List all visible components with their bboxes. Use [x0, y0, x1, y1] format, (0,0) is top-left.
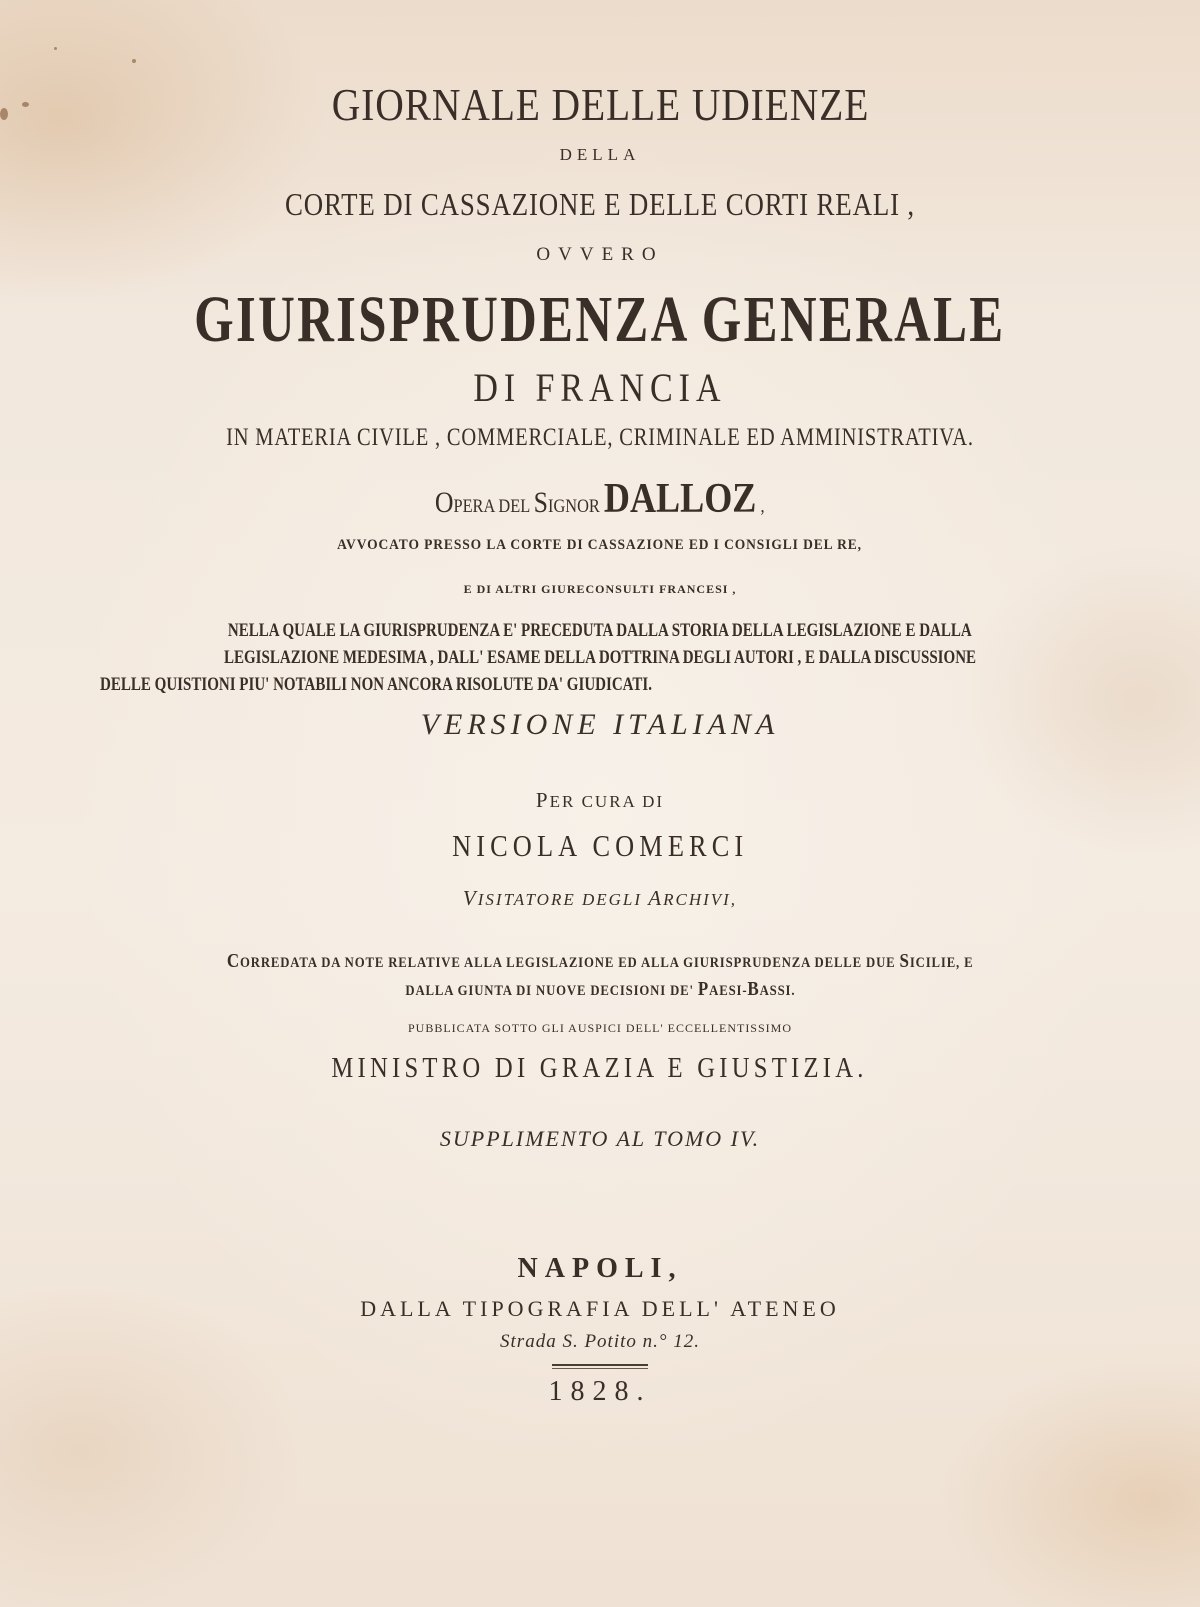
editor-name: NICOLA COMERCI — [451, 828, 749, 863]
connector-della: DELLA — [559, 145, 641, 164]
other-jurists: E DI ALTRI GIURECONSULTI FRANCESI , — [463, 582, 737, 596]
subtitle-corte-text: CORTE DI CASSAZIONE E DELLE CORTI REALI , — [284, 186, 915, 222]
main-title — [0, 282, 1200, 358]
annotations-note-line-1: CORREDATA DA NOTE RELATIVE ALLA LEGISLAZIONE ED ALLA GIURISPRUDENZA DELLE DUE SICILIE, E — [226, 950, 974, 972]
edited-by-label: PER CURA DI — [535, 788, 665, 812]
description-line-1: NELLA QUALE LA GIURISPRUDENZA E' PRECEDUTA DALLA STORIA DELLA LEGISLAZIONE E DALLA — [228, 620, 972, 641]
published-under: PUBBLICATA SOTTO GLI AUSPICI DELL' ECCELLENTISSIMO — [408, 1021, 792, 1035]
author-name: DALLOZ — [604, 476, 757, 522]
foxing-spot — [132, 59, 136, 63]
version-heading: VERSIONE ITALIANA — [420, 708, 780, 741]
imprint-printer: DALLA TIPOGRAFIA DELL' ATENEO — [360, 1296, 840, 1321]
subject-matter-text: IN MATERIA CIVILE , COMMERCIALE, CRIMINALE ED AMMINISTRATIVA. — [226, 424, 974, 451]
author-credentials: AVVOCATO PRESSO LA CORTE DI CASSAZIONE ED I CONSIGLI DEL RE, — [337, 537, 863, 553]
connector-ovvero: OVVERO — [536, 244, 664, 265]
main-title-di-francia — [0, 364, 1200, 411]
volume-designation: SUPPLIMENTO AL TOMO IV. — [439, 1126, 761, 1151]
imprint-city: NAPOLI, — [517, 1253, 683, 1284]
description-line-2: LEGISLAZIONE MEDESIMA , DALL' ESAME DELLA DOTTRINA DEGLI AUTORI , E DALLA DISCUSSIONE — [223, 647, 977, 668]
description-line-3: DELLE QUISTIONI PIU' NOTABILI NON ANCORA RISOLUTE DA' GIUDICATI. — [100, 674, 653, 695]
editor-role: VISITATORE DEGLI ARCHIVI, — [462, 886, 738, 910]
subtitle-corte — [0, 186, 1200, 223]
decorative-rule — [552, 1364, 648, 1366]
foxing-spot — [54, 47, 57, 50]
author-line: OPERA DEL SIGNOR DALLOZ , — [435, 476, 765, 522]
title-line-1-text: GIORNALE DELLE UDIENZE — [331, 79, 869, 130]
main-title-text: GIURISPRUDENZA GENERALE — [194, 283, 1006, 356]
imprint-address: Strada S. Potito n.° 12. — [500, 1331, 700, 1352]
annotations-note-line-2: DALLA GIUNTA DI NUOVE DECISIONI DE' PAESI-BASSI. — [405, 978, 795, 1000]
patron-ministry: MINISTRO DI GRAZIA E GIUSTIZIA. — [331, 1052, 869, 1084]
subject-matter — [0, 424, 1200, 452]
imprint-year: 1828. — [548, 1376, 652, 1407]
title-line-1 — [0, 78, 1200, 131]
di-francia-text: DI FRANCIA — [473, 365, 727, 410]
